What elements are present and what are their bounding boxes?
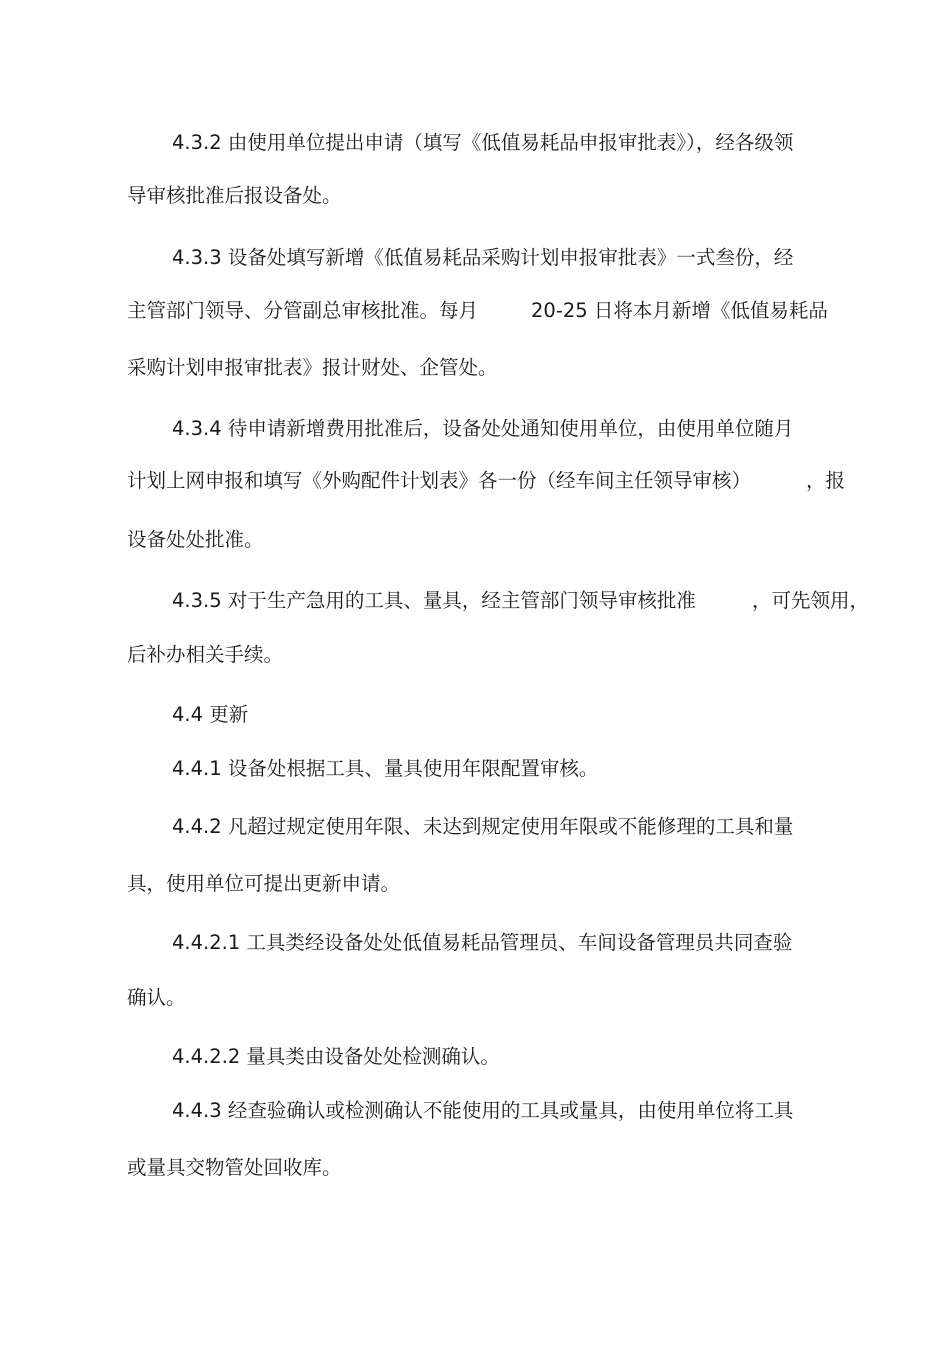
para-4-3-2-line-2: 导审核批准后报设备处。 (127, 184, 342, 207)
para-4-3-5-line-2: 后补办相关手续。 (127, 643, 284, 666)
para-4-3-4-line-2b: ，报 (806, 469, 846, 492)
para-4-4-2-1-line-2: 确认。 (127, 986, 186, 1009)
para-4-3-2-line-1: 4.3.2 由使用单位提出申请（填写《低值易耗品申报审批表》），经各级领 (172, 131, 794, 154)
para-4-3-3-line-2b: 20-25 日将本月新增《低值易耗品 (531, 299, 828, 322)
para-4-3-5-line-1a: 4.3.5 对于生产急用的工具、量具，经主管部门领导审核批准 (172, 589, 696, 612)
para-4-3-4-line-2a: 计划上网申报和填写《外购配件计划表》各一份（经车间主任领导审核） (127, 469, 752, 492)
para-4-4-2-line-1: 4.4.2 凡超过规定使用年限、未达到规定使用年限或不能修理的工具和量 (172, 815, 794, 838)
para-4-3-3-line-3: 采购计划申报审批表》报计财处、企管处。 (127, 356, 498, 379)
para-4-4-1: 4.4.1 设备处根据工具、量具使用年限配置审核。 (172, 757, 599, 780)
para-4-3-3-line-2a: 主管部门领导、分管副总审核批准。每月 (127, 299, 479, 322)
para-4-3-3-line-1: 4.3.3 设备处填写新增《低值易耗品采购计划申报审批表》一式叁份，经 (172, 246, 794, 269)
para-4-3-5-line-1b: ，可先领用， (752, 589, 870, 612)
para-4-4-2-line-2: 具，使用单位可提出更新申请。 (127, 872, 401, 895)
section-4-4-heading: 4.4 更新 (172, 703, 249, 726)
para-4-3-4-line-1: 4.3.4 待申请新增费用批准后，设备处处通知使用单位，由使用单位随月 (172, 417, 794, 440)
para-4-4-2-1-line-1: 4.4.2.1 工具类经设备处处低值易耗品管理员、车间设备管理员共同查验 (172, 931, 793, 954)
para-4-4-3-line-1: 4.4.3 经查验确认或检测确认不能使用的工具或量具，由使用单位将工具 (172, 1099, 794, 1122)
para-4-3-4-line-3: 设备处处批准。 (127, 528, 264, 551)
para-4-4-2-2: 4.4.2.2 量具类由设备处处检测确认。 (172, 1045, 500, 1068)
para-4-4-3-line-2: 或量具交物管处回收库。 (127, 1156, 342, 1179)
